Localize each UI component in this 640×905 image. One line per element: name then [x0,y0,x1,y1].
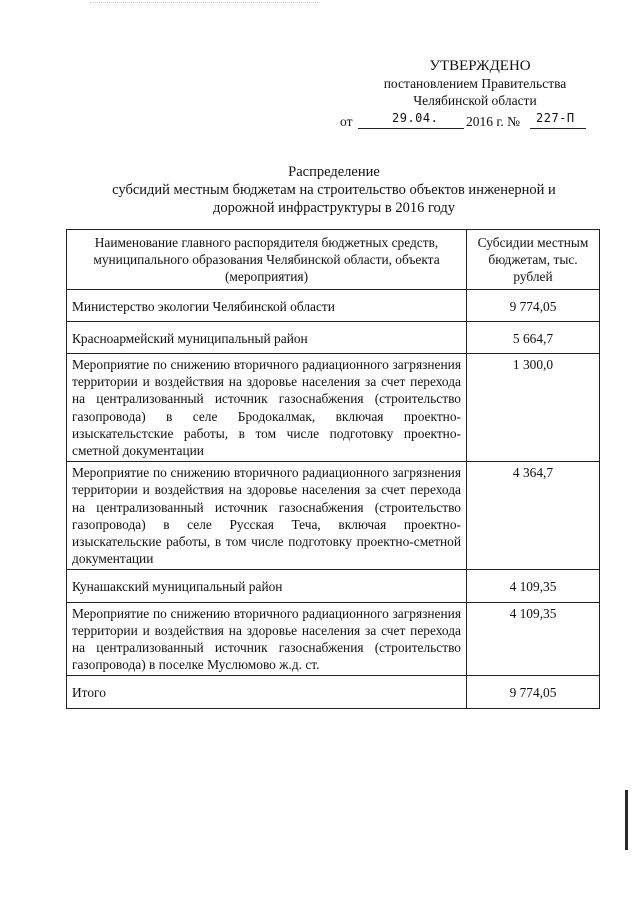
table-row [67,602,600,676]
row-name: Итого [67,676,467,708]
row-name: Мероприятие по снижению вторичного радиационного загрязнения территории и воздействия на здоровье населения за счет перехода на централизованный источник газоснабжения (строительство газопровода) в селе Бродокалмак, включая проектно-изыскательстские работы, в том числе подготовку проектно-сметной документации [67,354,467,462]
row-amount: 9 774,05 [467,676,600,708]
row-amount: 4 109,35 [467,570,600,602]
row-amount: 4 364,7 [467,462,600,570]
table-row [67,289,600,321]
table-row [67,321,600,353]
approval-title: УТВЕРЖДЕНО [429,58,531,74]
row-name: Мероприятие по снижению вторичного радиационного загрязнения территории и воздействия на здоровье населения за счет перехода на централизованный источник газоснабжения (строительство газопровода) в поселке Муслюмово ж.д. ст. [67,602,467,676]
approval-year-number: 2016 г. № [466,114,521,129]
document-title-line-3: дорожной инфраструктуры в 2016 году [212,200,456,216]
approval-line-1: постановлением Правительства [383,76,567,91]
row-name: Красноармейский муниципальный район [67,321,467,353]
row-amount: 1 300,0 [467,354,600,462]
subsidy-table [66,229,600,709]
row-name: Министерство экологии Челябинской области [67,289,467,321]
scan-edge-mark [625,790,628,850]
row-amount: 4 109,35 [467,602,600,676]
row-amount: 9 774,05 [467,289,600,321]
table-header-row [67,230,600,290]
number-underline [530,128,586,129]
table-row [67,570,600,602]
approval-date: 29.04. [392,111,439,125]
approval-number: 227-П [536,111,575,125]
header-name: Наименование главного распорядителя бюджетных средств, муниципального образования Челябинской области, объекта (мероприятия) [67,230,467,290]
scan-artifact-dots [90,2,320,6]
table-row-total [67,676,600,708]
row-name: Кунашакский муниципальный район [67,570,467,602]
approval-stamp [340,58,590,133]
document-title [60,163,608,217]
row-amount: 5 664,7 [467,321,600,353]
approval-date-line [340,113,590,133]
document-title-line-2: субсидий местным бюджетам на строительство объектов инженерной и [112,182,556,198]
document-title-line-1: Распределение [288,164,380,180]
header-amount: Субсидии местным бюджетам, тыс. рублей [467,230,600,290]
date-underline [358,128,464,129]
approval-prefix: от [340,114,353,129]
row-name: Мероприятие по снижению вторичного радиационного загрязнения территории и воздействия на здоровье населения за счет перехода на централизованный источник газоснабжения (строительство газопровода) в селе Русская Теча, включая проектно-изыскательские работы, в том числе подготовку проектно-сметной документации [67,462,467,570]
table-row [67,354,600,462]
approval-line-2: Челябинской области [413,93,537,108]
table-row [67,462,600,570]
